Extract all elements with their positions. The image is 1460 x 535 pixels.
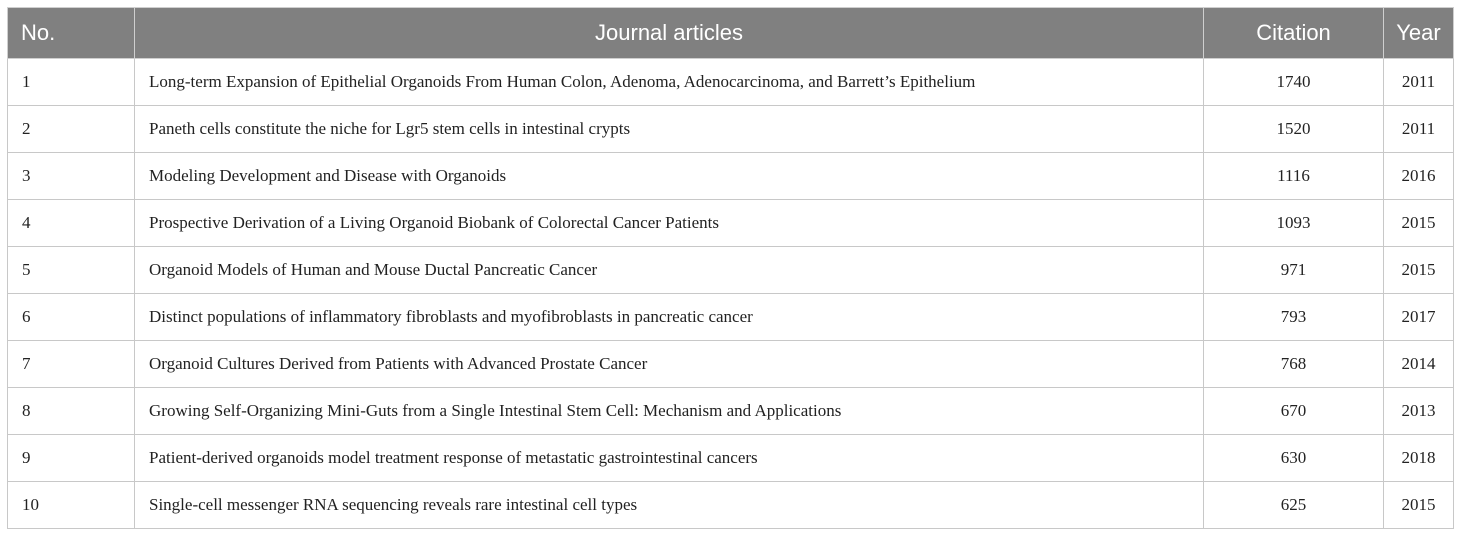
cell-year: 2015 [1384, 200, 1454, 247]
cell-title: Organoid Models of Human and Mouse Ductal Pancreatic Cancer [135, 247, 1204, 294]
table-row [8, 482, 1454, 529]
cell-citation: 1740 [1204, 59, 1384, 106]
header-row [8, 8, 1454, 59]
cell-citation: 1116 [1204, 153, 1384, 200]
table-row [8, 294, 1454, 341]
cell-title: Patient-derived organoids model treatment response of metastatic gastrointestinal cancers [135, 435, 1204, 482]
cell-title: Modeling Development and Disease with Organoids [135, 153, 1204, 200]
cell-no: 10 [8, 482, 135, 529]
cell-year: 2015 [1384, 482, 1454, 529]
cell-no: 2 [8, 106, 135, 153]
cell-citation: 670 [1204, 388, 1384, 435]
cell-year: 2013 [1384, 388, 1454, 435]
articles-table [7, 7, 1454, 529]
cell-title: Single-cell messenger RNA sequencing reveals rare intestinal cell types [135, 482, 1204, 529]
table-row [8, 435, 1454, 482]
cell-citation: 971 [1204, 247, 1384, 294]
table-row [8, 200, 1454, 247]
cell-no: 1 [8, 59, 135, 106]
cell-no: 8 [8, 388, 135, 435]
header-citation: Citation [1204, 8, 1384, 59]
cell-title: Growing Self-Organizing Mini-Guts from a Single Intestinal Stem Cell: Mechanism and Applications [135, 388, 1204, 435]
table-body [8, 59, 1454, 529]
cell-citation: 1520 [1204, 106, 1384, 153]
header-no: No. [8, 8, 135, 59]
cell-year: 2011 [1384, 106, 1454, 153]
cell-citation: 793 [1204, 294, 1384, 341]
cell-title: Organoid Cultures Derived from Patients with Advanced Prostate Cancer [135, 341, 1204, 388]
cell-title: Prospective Derivation of a Living Organoid Biobank of Colorectal Cancer Patients [135, 200, 1204, 247]
cell-title: Long-term Expansion of Epithelial Organoids From Human Colon, Adenoma, Adenocarcinoma, and Barrett’s Epithelium [135, 59, 1204, 106]
table-row [8, 341, 1454, 388]
cell-year: 2011 [1384, 59, 1454, 106]
cell-year: 2016 [1384, 153, 1454, 200]
cell-year: 2017 [1384, 294, 1454, 341]
cell-citation: 630 [1204, 435, 1384, 482]
header-journal-articles: Journal articles [135, 8, 1204, 59]
cell-title: Paneth cells constitute the niche for Lgr5 stem cells in intestinal crypts [135, 106, 1204, 153]
cell-no: 7 [8, 341, 135, 388]
cell-no: 3 [8, 153, 135, 200]
header-year: Year [1384, 8, 1454, 59]
cell-citation: 1093 [1204, 200, 1384, 247]
table-row [8, 153, 1454, 200]
cell-no: 4 [8, 200, 135, 247]
cell-title: Distinct populations of inflammatory fibroblasts and myofibroblasts in pancreatic cancer [135, 294, 1204, 341]
cell-citation: 768 [1204, 341, 1384, 388]
cell-year: 2015 [1384, 247, 1454, 294]
table-row [8, 59, 1454, 106]
articles-table-container [7, 7, 1453, 529]
cell-year: 2018 [1384, 435, 1454, 482]
cell-no: 6 [8, 294, 135, 341]
cell-no: 5 [8, 247, 135, 294]
table-row [8, 247, 1454, 294]
cell-year: 2014 [1384, 341, 1454, 388]
table-row [8, 106, 1454, 153]
table-header [8, 8, 1454, 59]
cell-citation: 625 [1204, 482, 1384, 529]
cell-no: 9 [8, 435, 135, 482]
table-row [8, 388, 1454, 435]
